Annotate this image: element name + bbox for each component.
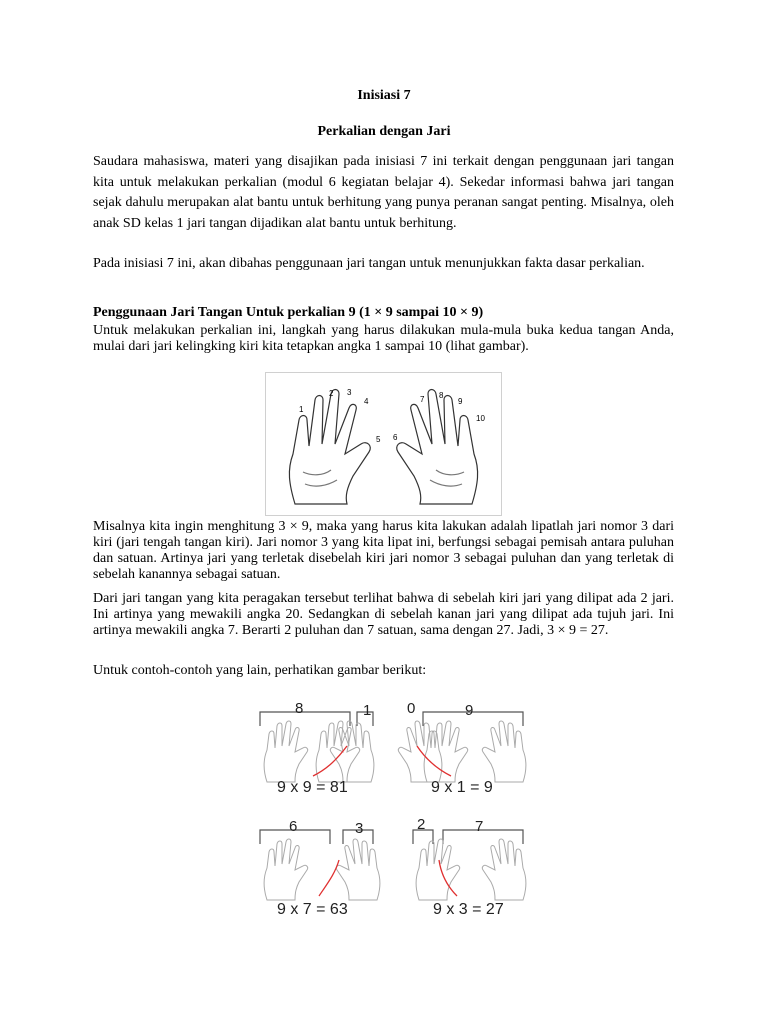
example-panel-9x3 [413,816,526,918]
equation: 9 x 3 = 27 [433,901,504,918]
paragraph-example: Misalnya kita ingin menghitung 3 × 9, maka yang harus kita lakukan adalah lipatlah jari nomor 3 dari kiri (jari tengah tangan kiri). Jari nomor 3 yang kita lipat ini, berfungsi sebagai pemisah antara puluhan dan satuan. Artinya jari yang terletak disebelah kiri jari nomor 3 sebagai puluhan dan yang terletak di sebelah kanannya sebagai satuan. [93,519,674,582]
finger-label: 9 [458,397,463,406]
equation: 9 x 1 = 9 [431,779,493,796]
finger-label: 7 [420,395,425,404]
finger-label: 6 [393,433,398,442]
paragraph-scope: Pada inisiasi 7 ini, akan dibahas penggunaan jari tangan untuk menunjukkan fakta dasar perkalian. [93,256,645,271]
document-title: Inisiasi 7 [357,88,411,103]
equation: 9 x 9 = 81 [277,779,348,796]
paragraph-explanation: Dari jari tangan yang kita peragakan tersebut terlihat bahwa di sebelah kiri jari yang dilipat ada 2 jari. Ini artinya yang mewakili angka 20. Sedangkan di sebelah kanan jari yang dilipat ada tujuh jari. Ini artinya mewakili angka 7. Berarti 2 puluhan dan 7 satuan, sama dengan 27. Jadi, 3 × 9 = 27. [93,591,674,638]
section-heading: Penggunaan Jari Tangan Untuk perkalian 9 (1 × 9 sampai 10 × 9) [93,305,484,320]
paragraph-more-examples: Untuk contoh-contoh yang lain, perhatikan gambar berikut: [93,663,427,678]
equation: 9 x 7 = 63 [277,901,348,918]
finger-label: 1 [299,405,304,414]
ones-digit: 3 [355,820,364,837]
paragraph-intro: Saudara mahasiswa, materi yang disajikan pada inisiasi 7 ini terkait dengan penggunaan jari tangan kita untuk melakukan perkalian (modul 6 kegiatan belajar 4). Sekedar informasi bahwa jari tangan sejak dahulu merupakan alat bantu untuk berhitung yang punya peranan sangat penting. Misalnya, oleh anak SD kelas 1 jari tangan dijadikan alat bantu untuk berhitung. [93,154,674,231]
numbered-hands-illustration [265,372,502,516]
tens-digit: 8 [295,700,304,717]
figure-multiplication-examples [255,696,535,926]
tens-digit: 2 [417,816,426,833]
finger-label: 2 [329,389,334,398]
finger-label: 10 [476,414,485,423]
examples-illustration [255,696,535,926]
finger-label: 8 [439,391,444,400]
ones-digit: 7 [475,818,484,835]
ones-digit: 1 [363,702,372,719]
ones-digit: 9 [465,702,474,719]
finger-label: 5 [376,435,381,444]
example-panel-9x7 [260,818,380,918]
document-subtitle: Perkalian dengan Jari [317,124,451,139]
figure-numbered-hands [265,372,502,516]
paragraph-instructions: Untuk melakukan perkalian ini, langkah yang harus dilakukan mula-mula buka kedua tangan Anda, mulai dari jari kelingking kiri kita tetapkan angka 1 sampai 10 (lihat gambar). [93,323,674,354]
tens-digit: 6 [289,818,298,835]
finger-label: 4 [364,397,369,406]
tens-digit: 0 [407,700,416,717]
finger-label: 3 [347,388,352,397]
